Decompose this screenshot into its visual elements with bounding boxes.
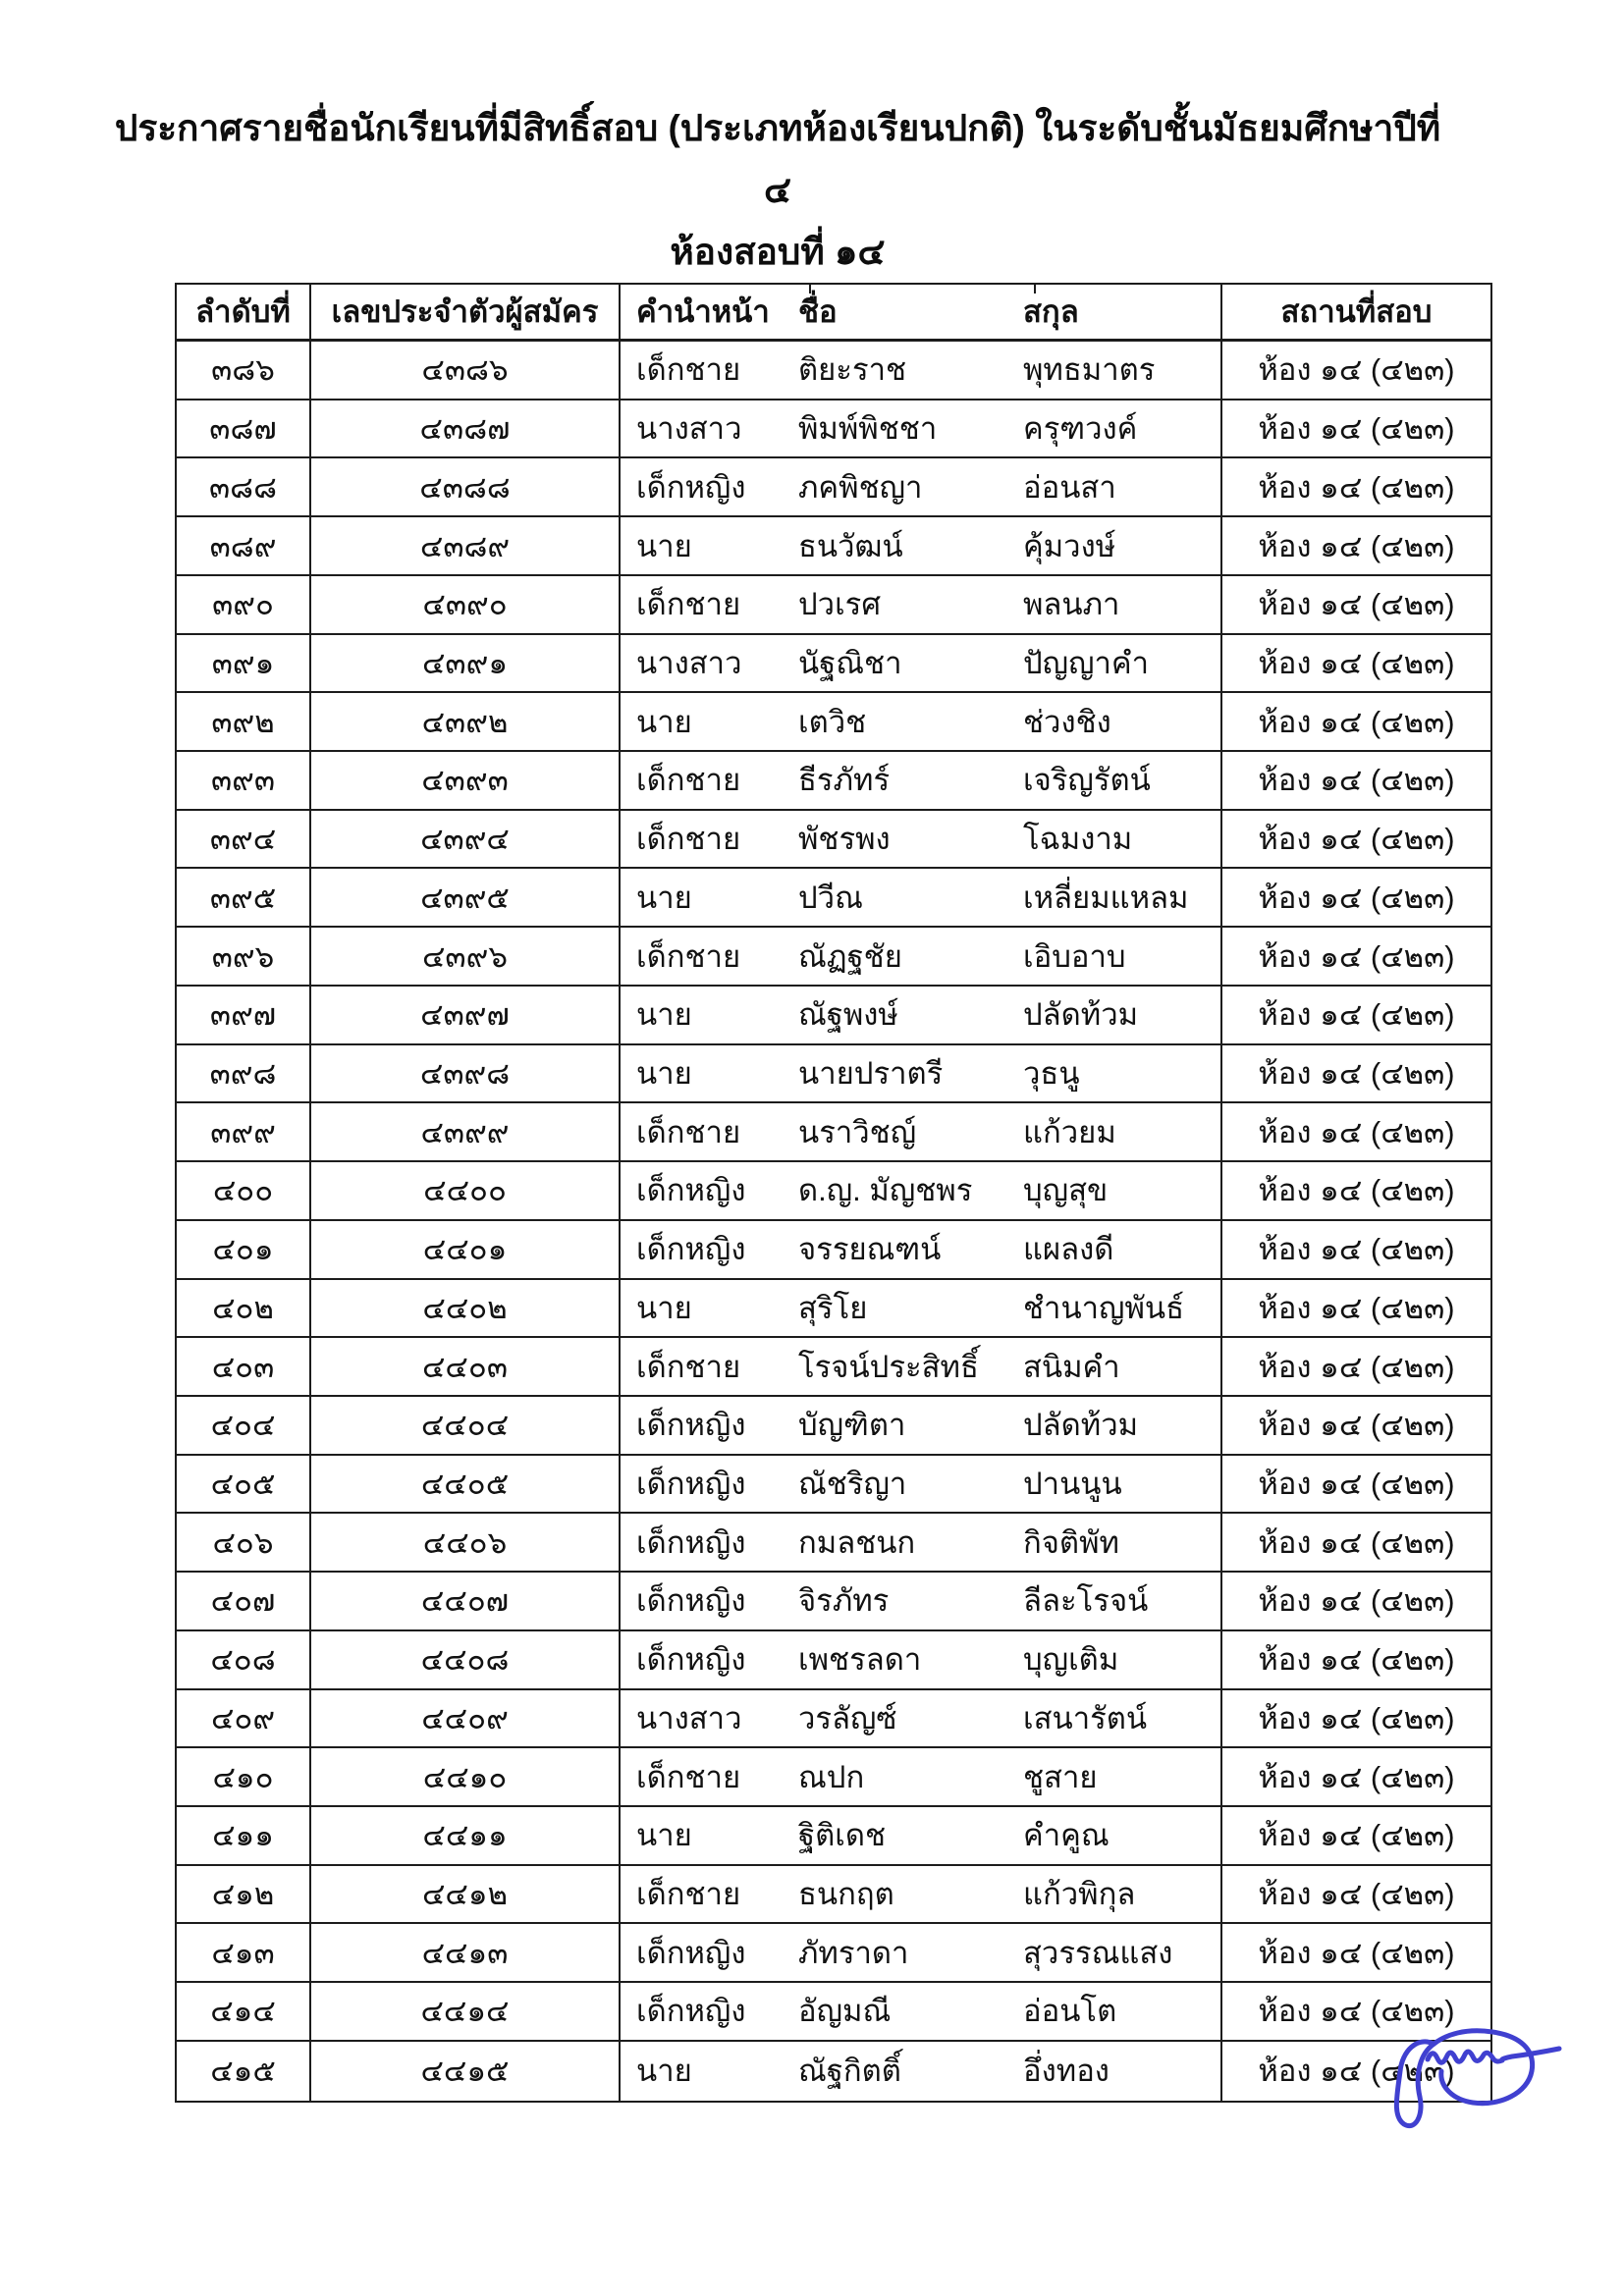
cell-exam-venue: ห้อง ๑๔ (๔๒๓) [1258,1877,1455,1912]
cell-order-number: ๔๐๒ [177,1280,311,1337]
cell-prefix: เด็กหญิง [636,1467,746,1502]
cell-first-name: ณปก [798,1759,865,1794]
cell-prefix: เด็กชาย [636,1114,741,1149]
cell-order-number: ๔๑๑ [177,1807,311,1864]
signature-ink-scribble [1373,2014,1565,2134]
cell-applicant-id: ๔๓๙๔ [311,811,621,868]
cell-order-number: ๓๙๐ [177,576,311,633]
cell-exam-venue: ห้อง ๑๔ (๔๒๓) [1258,1349,1455,1384]
cell-first-name: ปวเรศ [798,587,882,622]
cell-exam-venue: ห้อง ๑๔ (๔๒๓) [1258,1642,1455,1678]
cell-prefix: นาย [636,1055,692,1091]
cell-last-name: บุญเติม [1007,1631,1222,1688]
cell-last-name: ปลัดท้วม [1007,1397,1222,1454]
student-table-row [177,1807,1490,1866]
cell-order-number: ๓๘๗ [177,400,311,457]
signature-path [1396,2031,1559,2126]
cell-prefix: นาย [636,1818,692,1853]
student-table-row [177,400,1490,459]
cell-first-name: ณัชริญา [798,1467,907,1502]
cell-first-name: ณัฐกิตติ์ [798,2054,901,2089]
cell-order-number: ๔๐๗ [177,1573,311,1629]
cell-prefix: นางสาว [636,1700,742,1735]
student-table [175,283,1492,2103]
cell-order-number: ๔๐๔ [177,1397,311,1454]
student-table-row [177,1162,1490,1221]
cell-applicant-id: ๔๓๙๗ [311,987,621,1043]
cell-last-name: เจริญรัตน์ [1007,752,1222,809]
cell-first-name: พัชรพง [798,822,891,857]
cell-last-name: คุ้มวงษ์ [1007,517,1222,574]
student-table-row [177,1748,1490,1807]
cell-last-name: ปานนูน [1007,1456,1222,1513]
cell-exam-venue: ห้อง ๑๔ (๔๒๓) [1258,1055,1455,1091]
header-first-name: ชื่อ [798,294,838,329]
cell-order-number: ๓๙๖ [177,928,311,985]
cell-exam-venue: ห้อง ๑๔ (๔๒๓) [1258,411,1455,447]
cell-applicant-id: ๔๔๐๐ [311,1162,621,1219]
cell-order-number: ๔๑๔ [177,1983,311,2040]
cell-applicant-id: ๔๔๐๑ [311,1221,621,1278]
cell-first-name: ฐิติเดช [798,1818,887,1853]
cell-first-name: นราวิชญ์ [798,1114,917,1149]
header-column-tick [1034,285,1036,294]
cell-prefix: เด็กหญิง [636,1408,746,1443]
cell-last-name: สุวรรณแสง [1007,1924,1222,1981]
student-table-row [177,1221,1490,1280]
cell-applicant-id: ๔๔๑๔ [311,1983,621,2040]
cell-applicant-id: ๔๓๘๘ [311,458,621,515]
cell-first-name: ภัทราดา [798,1935,909,1970]
student-table-row [177,752,1490,811]
cell-last-name: แก้วยม [1007,1103,1222,1160]
cell-order-number: ๔๐๐ [177,1162,311,1219]
cell-order-number: ๓๙๓ [177,752,311,809]
student-table-row [177,458,1490,517]
cell-last-name: บุญสุข [1007,1162,1222,1219]
cell-first-name: วรลัญซ์ [798,1700,897,1735]
cell-exam-venue: ห้อง ๑๔ (๔๒๓) [1258,1467,1455,1502]
student-table-row [177,693,1490,752]
cell-applicant-id: ๔๔๑๐ [311,1748,621,1805]
cell-last-name: วุธนู [1007,1045,1222,1102]
cell-first-name: ด.ญ. มัญชพร [798,1173,973,1208]
cell-applicant-id: ๔๓๙๙ [311,1103,621,1160]
cell-order-number: ๓๙๒ [177,693,311,750]
cell-first-name: ปวีณ [798,880,863,915]
cell-prefix: นาย [636,997,692,1033]
student-table-row [177,1280,1490,1339]
cell-prefix: นาย [636,1290,692,1325]
cell-order-number: ๔๐๑ [177,1221,311,1278]
student-table-row [177,811,1490,870]
cell-prefix: เด็กชาย [636,763,741,798]
cell-last-name: ชูสาย [1007,1748,1222,1805]
cell-applicant-id: ๔๔๑๕ [311,2042,621,2101]
table-header-row [177,285,1490,342]
cell-order-number: ๔๐๕ [177,1456,311,1513]
cell-prefix: เด็กชาย [636,822,741,857]
cell-last-name: กิจติพัท [1007,1514,1222,1571]
cell-exam-venue: ห้อง ๑๔ (๔๒๓) [1258,1700,1455,1735]
cell-order-number: ๔๐๓ [177,1338,311,1395]
cell-applicant-id: ๔๔๑๓ [311,1924,621,1981]
cell-exam-venue: ห้อง ๑๔ (๔๒๓) [1258,763,1455,798]
cell-first-name: เตวิช [798,704,867,739]
cell-applicant-id: ๔๓๙๘ [311,1045,621,1102]
cell-exam-venue: ห้อง ๑๔ (๔๒๓) [1258,822,1455,857]
cell-prefix: เด็กชาย [636,587,741,622]
cell-order-number: ๓๙๔ [177,811,311,868]
cell-prefix: เด็กหญิง [636,1642,746,1678]
cell-last-name: ปัญญาคำ [1007,635,1222,692]
cell-order-number: ๔๐๘ [177,1631,311,1688]
cell-last-name: เอิบอาบ [1007,928,1222,985]
cell-exam-venue: ห้อง ๑๔ (๔๒๓) [1258,1524,1455,1560]
cell-first-name: บัญฑิตา [798,1408,906,1443]
cell-first-name: ณัฏฐชัย [798,938,902,974]
cell-prefix: เด็กชาย [636,1877,741,1912]
cell-order-number: ๔๑๒ [177,1866,311,1923]
cell-prefix: เด็กหญิง [636,1524,746,1560]
cell-prefix: เด็กชาย [636,352,741,388]
cell-applicant-id: ๔๔๐๕ [311,1456,621,1513]
cell-applicant-id: ๔๓๙๖ [311,928,621,985]
cell-exam-venue: ห้อง ๑๔ (๔๒๓) [1258,880,1455,915]
student-table-row [177,1924,1490,1983]
cell-first-name: ธนวัฒน์ [798,528,903,563]
cell-exam-venue: ห้อง ๑๔ (๔๒๓) [1258,1759,1455,1794]
cell-prefix: เด็กหญิง [636,1935,746,1970]
cell-applicant-id: ๔๔๐๘ [311,1631,621,1688]
cell-applicant-id: ๔๓๙๓ [311,752,621,809]
cell-last-name: แก้วพิกุล [1007,1866,1222,1923]
student-table-row [177,1103,1490,1162]
cell-first-name: ธนกฤต [798,1877,894,1912]
cell-last-name: เหลี่ยมแหลม [1007,869,1222,926]
cell-last-name: ชำนาญพันธ์ [1007,1280,1222,1337]
cell-exam-venue: ห้อง ๑๔ (๔๒๓) [1258,645,1455,680]
cell-prefix: เด็กหญิง [636,1583,746,1619]
cell-exam-venue: ห้อง ๑๔ (๔๒๓) [1258,1114,1455,1149]
cell-prefix: นาย [636,704,692,739]
header-prefix: คำนำหน้า [636,294,770,329]
header-order-number: ลำดับที่ [177,285,311,339]
cell-exam-venue: ห้อง ๑๔ (๔๒๓) [1258,352,1455,388]
header-exam-venue: สถานที่สอบ [1280,294,1433,329]
cell-first-name: เพชรลดา [798,1642,922,1678]
cell-applicant-id: ๔๔๐๔ [311,1397,621,1454]
cell-order-number: ๓๙๙ [177,1103,311,1160]
cell-prefix: นาย [636,2054,692,2089]
cell-applicant-id: ๔๓๘๙ [311,517,621,574]
cell-exam-venue: ห้อง ๑๔ (๔๒๓) [1258,1232,1455,1267]
cell-prefix: นางสาว [636,645,742,680]
cell-prefix: เด็กหญิง [636,1232,746,1267]
cell-first-name: ธีรภัทร์ [798,763,891,798]
cell-exam-venue: ห้อง ๑๔ (๔๒๓) [1258,528,1455,563]
cell-prefix: เด็กหญิง [636,469,746,505]
cell-applicant-id: ๔๔๐๒ [311,1280,621,1337]
cell-exam-venue: ห้อง ๑๔ (๔๒๓) [1258,1290,1455,1325]
cell-order-number: ๓๘๙ [177,517,311,574]
cell-last-name: พลนภา [1007,576,1222,633]
student-table-row [177,1456,1490,1515]
cell-exam-venue: ห้อง ๑๔ (๔๒๓) [1258,1408,1455,1443]
student-table-row [177,2042,1490,2101]
cell-last-name: โฉมงาม [1007,811,1222,868]
cell-exam-venue: ห้อง ๑๔ (๔๒๓) [1258,1935,1455,1970]
cell-first-name: นัฐณิชา [798,645,902,680]
cell-first-name: พิมพ์พิชชา [798,411,938,447]
cell-applicant-id: ๔๔๐๓ [311,1338,621,1395]
cell-exam-venue: ห้อง ๑๔ (๔๒๓) [1258,997,1455,1033]
cell-exam-venue: ห้อง ๑๔ (๔๒๓) [1258,469,1455,505]
student-table-row [177,342,1490,400]
cell-first-name: ภคพิชญา [798,469,923,505]
cell-last-name: สนิมคำ [1007,1338,1222,1395]
cell-last-name: อ่อนโต [1007,1983,1222,2040]
cell-prefix: เด็กชาย [636,1759,741,1794]
cell-order-number: ๓๙๗ [177,987,311,1043]
student-table-body [177,342,1490,2101]
cell-exam-venue: ห้อง ๑๔ (๔๒๓) [1258,704,1455,739]
student-table-row [177,517,1490,576]
cell-applicant-id: ๔๓๙๐ [311,576,621,633]
cell-exam-venue: ห้อง ๑๔ (๔๒๓) [1258,1173,1455,1208]
student-table-row [177,928,1490,987]
cell-prefix: เด็กหญิง [636,1173,746,1208]
student-table-row [177,576,1490,635]
cell-first-name: นายปราตรี [798,1055,944,1091]
cell-applicant-id: ๔๔๐๗ [311,1573,621,1629]
student-table-row [177,1514,1490,1573]
header-last-name: สกุล [1007,285,1222,339]
student-table-row [177,1866,1490,1925]
cell-order-number: ๔๐๖ [177,1514,311,1571]
cell-last-name: แผลงดี [1007,1221,1222,1278]
cell-prefix: นาย [636,880,692,915]
cell-order-number: ๓๘๘ [177,458,311,515]
cell-last-name: คำคูณ [1007,1807,1222,1864]
student-table-row [177,1690,1490,1749]
cell-prefix: นาย [636,528,692,563]
cell-applicant-id: ๔๓๘๖ [311,342,621,399]
student-table-row [177,1983,1490,2042]
cell-prefix: นางสาว [636,411,742,447]
cell-first-name: โรจน์ประสิทธิ์ [798,1349,979,1384]
cell-last-name: อึ่งทอง [1007,2042,1222,2101]
student-table-row [177,1631,1490,1690]
cell-last-name: ช่วงชิง [1007,693,1222,750]
cell-exam-venue: ห้อง ๑๔ (๔๒๓) [1258,2054,1455,2089]
cell-prefix: เด็กชาย [636,938,741,974]
cell-last-name: อ่อนสา [1007,458,1222,515]
cell-applicant-id: ๔๔๑๑ [311,1807,621,1864]
student-table-row [177,1397,1490,1456]
cell-applicant-id: ๔๔๐๖ [311,1514,621,1571]
cell-exam-venue: ห้อง ๑๔ (๔๒๓) [1258,587,1455,622]
cell-first-name: อัญมณี [798,1994,892,2029]
title-block [98,98,1457,284]
exam-room-subtitle: ห้องสอบที่ ๑๔ [670,231,886,272]
cell-exam-venue: ห้อง ๑๔ (๔๒๓) [1258,1583,1455,1619]
cell-last-name: ลีละโรจน์ [1007,1573,1222,1629]
cell-order-number: ๔๑๕ [177,2042,311,2101]
cell-order-number: ๓๙๑ [177,635,311,692]
student-table-row [177,1338,1490,1397]
cell-exam-venue: ห้อง ๑๔ (๔๒๓) [1258,1818,1455,1853]
student-table-row [177,987,1490,1045]
cell-applicant-id: ๔๓๙๕ [311,869,621,926]
cell-first-name: ติยะราช [798,352,907,388]
student-table-row [177,869,1490,928]
cell-last-name: ปลัดท้วม [1007,987,1222,1043]
page-title: ประกาศรายชื่อนักเรียนที่มีสิทธิ์สอบ (ประเภทห้องเรียนปกติ) ในระดับชั้นมัธยมศึกษาปีที่ ๔ [114,108,1441,210]
cell-first-name: ณัฐพงษ์ [798,997,898,1033]
cell-applicant-id: ๔๓๙๑ [311,635,621,692]
cell-order-number: ๔๑๐ [177,1748,311,1805]
cell-prefix: เด็กหญิง [636,1994,746,2029]
cell-order-number: ๓๙๕ [177,869,311,926]
cell-applicant-id: ๔๓๙๒ [311,693,621,750]
cell-applicant-id: ๔๔๑๒ [311,1866,621,1923]
cell-last-name: ครุฑวงค์ [1007,400,1222,457]
student-table-row [177,1573,1490,1631]
cell-first-name: จิรภัทร [798,1583,890,1619]
cell-first-name: สุริโย [798,1290,868,1325]
cell-prefix: เด็กชาย [636,1349,741,1384]
cell-order-number: ๔๑๓ [177,1924,311,1981]
cell-applicant-id: ๔๓๘๗ [311,400,621,457]
header-column-tick [809,285,811,294]
cell-order-number: ๓๘๖ [177,342,311,399]
header-applicant-id: เลขประจำตัวผู้สมัคร [311,285,621,339]
cell-last-name: พุทธมาตร [1007,342,1222,399]
cell-exam-venue: ห้อง ๑๔ (๔๒๓) [1258,938,1455,974]
student-table-row [177,1045,1490,1104]
cell-order-number: ๔๐๙ [177,1690,311,1747]
student-table-row [177,635,1490,694]
cell-order-number: ๓๙๘ [177,1045,311,1102]
cell-applicant-id: ๔๔๐๙ [311,1690,621,1747]
cell-last-name: เสนารัตน์ [1007,1690,1222,1747]
cell-first-name: จรรยณฑน์ [798,1232,942,1267]
cell-first-name: กมลชนก [798,1524,916,1560]
cell-exam-venue: ห้อง ๑๔ (๔๒๓) [1258,1994,1455,2029]
